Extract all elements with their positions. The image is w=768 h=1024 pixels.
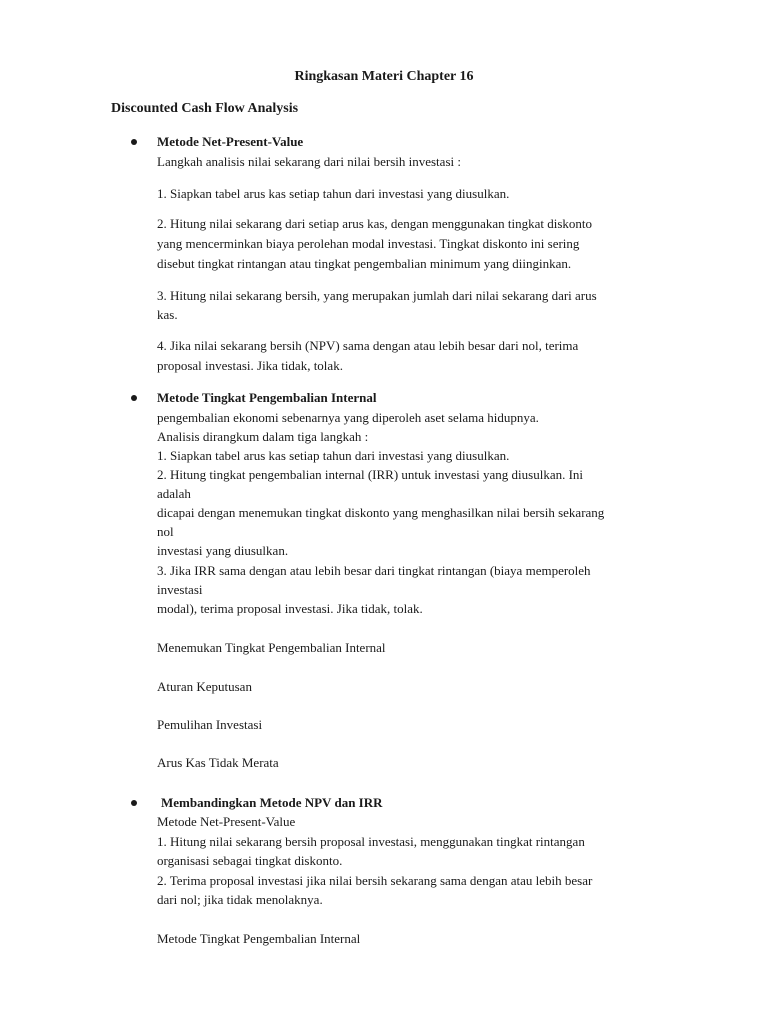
npv-title: Metode Net-Present-Value (157, 134, 304, 149)
document-title: Ringkasan Materi Chapter 16 (294, 69, 474, 84)
compare-last-line: Metode Tingkat Pengembalian Internal (157, 931, 361, 946)
compare-line: organisasi sebagai tingkat diskonto. (157, 853, 343, 868)
npv-step1: 1. Siapkan tabel arus kas setiap tahun dari investasi yang diusulkan. (157, 186, 510, 201)
irr-subheading: Menemukan Tingkat Pengembalian Internal (157, 640, 386, 655)
irr-line: investasi yang diusulkan. (157, 543, 289, 558)
compare-line: 2. Terima proposal investasi jika nilai bersih sekarang sama dengan atau lebih besar (157, 873, 593, 888)
bullet-icon (131, 395, 137, 401)
bullet-icon (131, 139, 137, 145)
irr-subheading: Arus Kas Tidak Merata (157, 755, 279, 770)
compare-line: Metode Net-Present-Value (157, 814, 296, 829)
section-heading: Discounted Cash Flow Analysis (111, 101, 299, 116)
compare-line: 1. Hitung nilai sekarang bersih proposal investasi, menggunakan tingkat rintangan (157, 834, 585, 849)
irr-line: dicapai dengan menemukan tingkat diskonto yang menghasilkan nilai bersih sekarang (157, 505, 605, 520)
npv-step2-line2: yang mencerminkan biaya perolehan modal investasi. Tingkat diskonto ini sering (157, 236, 580, 251)
npv-step4-line2: proposal investasi. Jika tidak, tolak. (157, 358, 343, 373)
irr-title: Metode Tingkat Pengembalian Internal (157, 390, 377, 405)
npv-step2-line3: disebut tingkat rintangan atau tingkat pengembalian minimum yang diinginkan. (157, 256, 572, 271)
irr-line: 3. Jika IRR sama dengan atau lebih besar dari tingkat rintangan (biaya memperoleh (157, 563, 591, 578)
irr-line: investasi (157, 582, 203, 597)
irr-subheading: Pemulihan Investasi (157, 717, 263, 732)
npv-step2-line1: 2. Hitung nilai sekarang dari setiap arus kas, dengan menggunakan tingkat diskonto (157, 216, 593, 231)
irr-line: nol (157, 524, 174, 539)
irr-line: adalah (157, 486, 191, 501)
compare-line: dari nol; jika tidak menolaknya. (157, 892, 323, 907)
npv-intro: Langkah analisis nilai sekarang dari nilai bersih investasi : (157, 154, 461, 169)
irr-subheading: Aturan Keputusan (157, 679, 252, 694)
compare-title: Membandingkan Metode NPV dan IRR (161, 795, 383, 810)
bullet-icon (131, 800, 137, 806)
npv-step4-line1: 4. Jika nilai sekarang bersih (NPV) sama dengan atau lebih besar dari nol, terima (157, 338, 579, 353)
npv-step3-line1: 3. Hitung nilai sekarang bersih, yang merupakan jumlah dari nilai sekarang dari arus (157, 288, 597, 303)
npv-step3-line2: kas. (157, 307, 178, 322)
irr-line: Analisis dirangkum dalam tiga langkah : (157, 429, 369, 444)
irr-line: pengembalian ekonomi sebenarnya yang diperoleh aset selama hidupnya. (157, 410, 539, 425)
irr-line: 2. Hitung tingkat pengembalian internal (IRR) untuk investasi yang diusulkan. Ini (157, 467, 584, 482)
irr-line: modal), terima proposal investasi. Jika tidak, tolak. (157, 601, 423, 616)
irr-line: 1. Siapkan tabel arus kas setiap tahun dari investasi yang diusulkan. (157, 448, 510, 463)
